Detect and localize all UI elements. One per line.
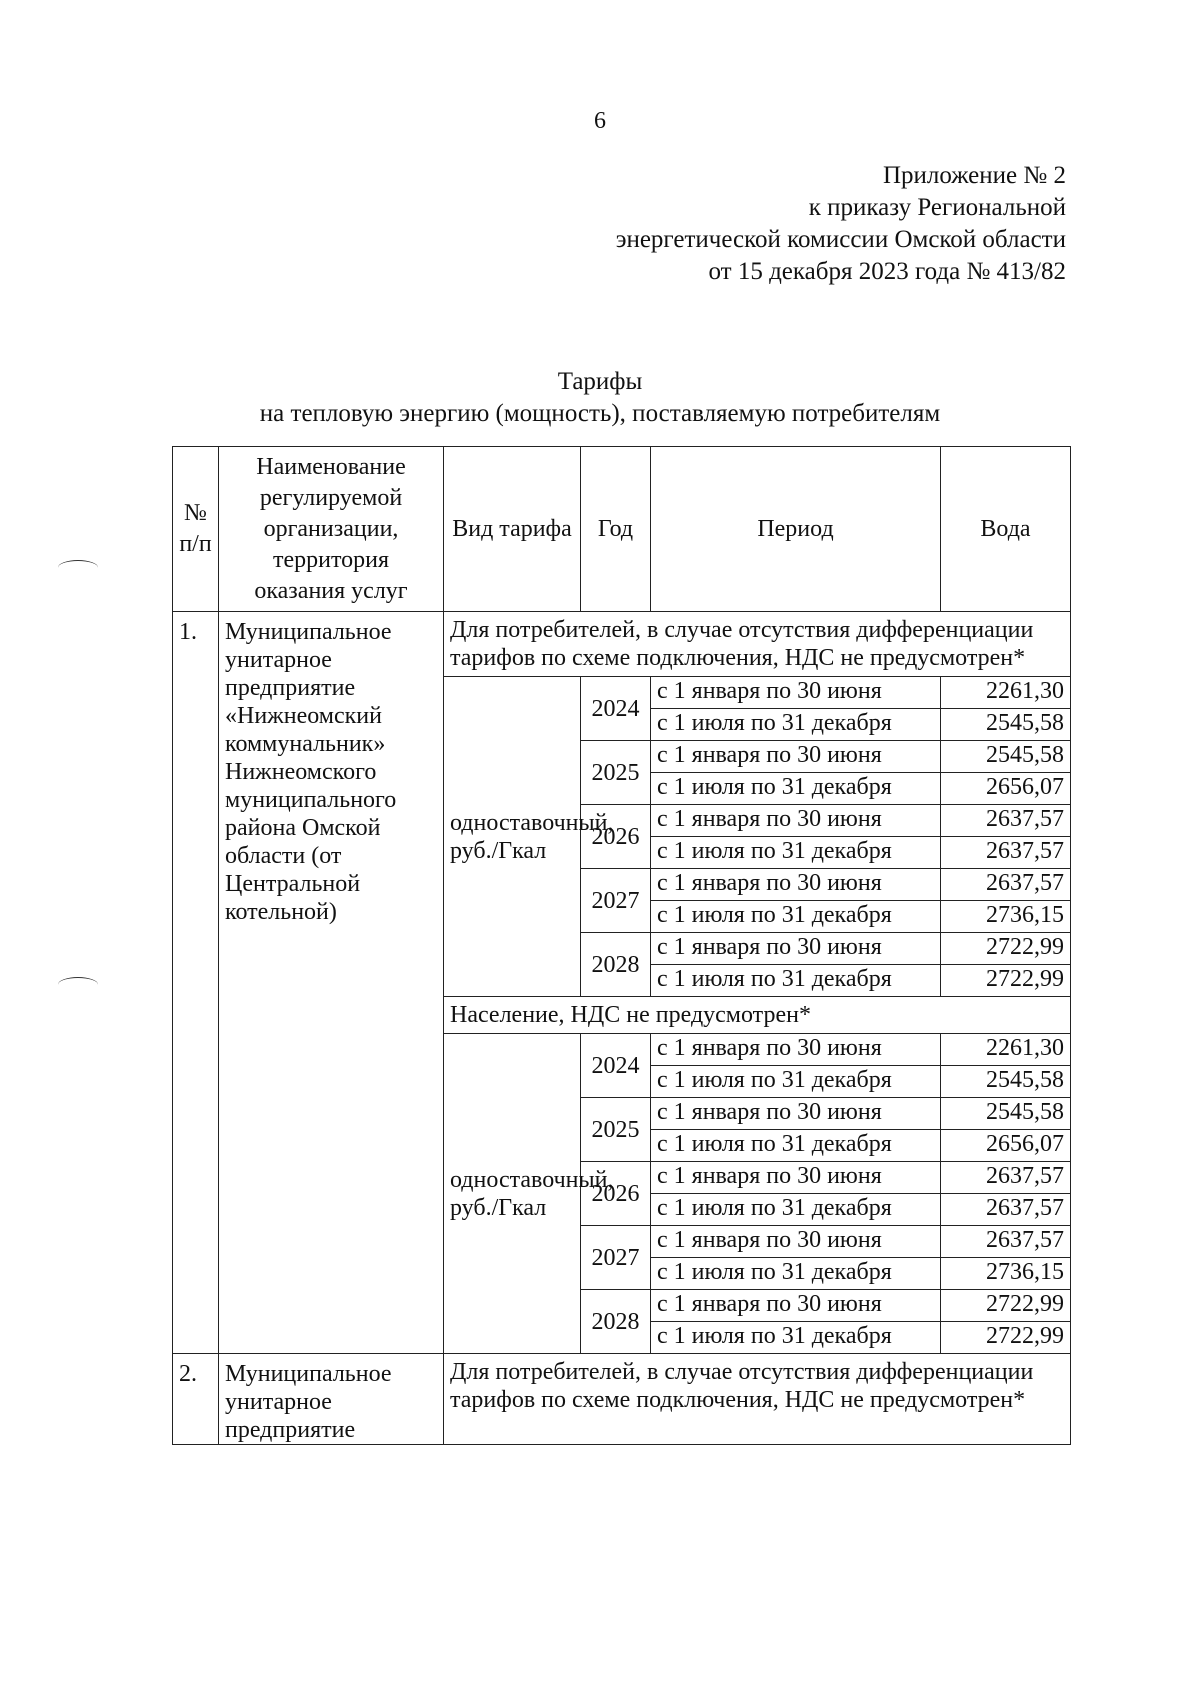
year-cell: 2027: [581, 869, 651, 933]
header-year: Год: [581, 447, 651, 612]
period-cell: с 1 января по 30 июня: [651, 677, 941, 709]
appendix-block: [616, 160, 1066, 288]
table-header-row: [173, 447, 1071, 612]
tariff-type-cell: одноставочный, руб./Гкал: [444, 677, 581, 997]
scan-margin-mark: [58, 560, 98, 575]
period-cell: с 1 января по 30 июня: [651, 1226, 941, 1258]
header-organization: Наименование регулируемой организации, территория оказания услуг: [219, 447, 444, 612]
period-cell: с 1 июля по 31 декабря: [651, 901, 941, 933]
appendix-line: Приложение № 2: [882, 162, 1066, 189]
period-cell: с 1 июля по 31 декабря: [651, 773, 941, 805]
year-cell: 2024: [581, 1034, 651, 1098]
year-cell: 2025: [581, 1098, 651, 1162]
group-title: Для потребителей, в случае отсутствия дифференциации тарифов по схеме подключения, НДС не предусмотрен*: [444, 1354, 1071, 1445]
water-value-cell: 2637,57: [941, 837, 1071, 869]
header-number: № п/п: [173, 447, 219, 612]
water-value-cell: 2736,15: [941, 901, 1071, 933]
period-cell: с 1 января по 30 июня: [651, 741, 941, 773]
year-cell: 2027: [581, 1226, 651, 1290]
page-number: 6: [594, 108, 606, 134]
year-cell: 2028: [581, 933, 651, 997]
header-period: Период: [651, 447, 941, 612]
water-value-cell: 2722,99: [941, 933, 1071, 965]
tariffs-table: [172, 446, 1071, 1445]
year-cell: 2028: [581, 1290, 651, 1354]
period-cell: с 1 января по 30 июня: [651, 1098, 941, 1130]
water-value-cell: 2545,58: [941, 709, 1071, 741]
water-value-cell: 2736,15: [941, 1258, 1071, 1290]
tariff-type-cell: одноставочный, руб./Гкал: [444, 1034, 581, 1354]
entry-organization: Муниципальное унитарное предприятие «Нижнеомский коммунальник» Нижнеомского муниципального района Омской области (от Центральной котельной): [219, 612, 444, 1354]
period-cell: с 1 января по 30 июня: [651, 1290, 941, 1322]
entry-number: 2.: [173, 1354, 219, 1445]
water-value-cell: 2637,57: [941, 1162, 1071, 1194]
appendix-line: от 15 декабря 2023 года № 413/82: [708, 258, 1066, 285]
water-value-cell: 2545,58: [941, 741, 1071, 773]
water-value-cell: 2545,58: [941, 1098, 1071, 1130]
water-value-cell: 2722,99: [941, 1322, 1071, 1354]
period-cell: с 1 июля по 31 декабря: [651, 965, 941, 997]
title-line: Тарифы: [557, 368, 643, 395]
year-cell: 2026: [581, 1162, 651, 1226]
year-cell: 2026: [581, 805, 651, 869]
year-cell: 2024: [581, 677, 651, 741]
group-title: Население, НДС не предусмотрен*: [444, 997, 1071, 1034]
document-title: [0, 366, 1200, 430]
water-value-cell: 2637,57: [941, 805, 1071, 837]
scan-margin-mark: [58, 977, 98, 992]
appendix-line: энергетической комиссии Омской области: [615, 226, 1066, 253]
period-cell: с 1 июля по 31 декабря: [651, 1322, 941, 1354]
period-cell: с 1 июля по 31 декабря: [651, 1130, 941, 1162]
period-cell: с 1 января по 30 июня: [651, 1162, 941, 1194]
water-value-cell: 2656,07: [941, 1130, 1071, 1162]
entry-organization: Муниципальное унитарное предприятие: [219, 1354, 444, 1445]
water-value-cell: 2722,99: [941, 965, 1071, 997]
water-value-cell: 2261,30: [941, 677, 1071, 709]
title-line: на тепловую энергию (мощность), поставляемую потребителям: [259, 400, 941, 427]
water-value-cell: 2261,30: [941, 1034, 1071, 1066]
header-water: Вода: [941, 447, 1071, 612]
water-value-cell: 2637,57: [941, 1226, 1071, 1258]
water-value-cell: 2656,07: [941, 773, 1071, 805]
water-value-cell: 2637,57: [941, 869, 1071, 901]
year-cell: 2025: [581, 741, 651, 805]
group-title-row: [173, 1354, 1071, 1445]
period-cell: с 1 июля по 31 декабря: [651, 1194, 941, 1226]
period-cell: с 1 июля по 31 декабря: [651, 1258, 941, 1290]
water-value-cell: 2722,99: [941, 1290, 1071, 1322]
group-title-row: [173, 612, 1071, 677]
period-cell: с 1 января по 30 июня: [651, 933, 941, 965]
period-cell: с 1 июля по 31 декабря: [651, 1066, 941, 1098]
water-value-cell: 2545,58: [941, 1066, 1071, 1098]
group-title: Для потребителей, в случае отсутствия дифференциации тарифов по схеме подключения, НДС не предусмотрен*: [444, 612, 1071, 677]
appendix-line: к приказу Региональной: [808, 194, 1066, 221]
header-tariff-type: Вид тарифа: [444, 447, 581, 612]
period-cell: с 1 января по 30 июня: [651, 869, 941, 901]
period-cell: с 1 июля по 31 декабря: [651, 837, 941, 869]
water-value-cell: 2637,57: [941, 1194, 1071, 1226]
period-cell: с 1 января по 30 июня: [651, 1034, 941, 1066]
entry-number: 1.: [173, 612, 219, 1354]
period-cell: с 1 января по 30 июня: [651, 805, 941, 837]
period-cell: с 1 июля по 31 декабря: [651, 709, 941, 741]
